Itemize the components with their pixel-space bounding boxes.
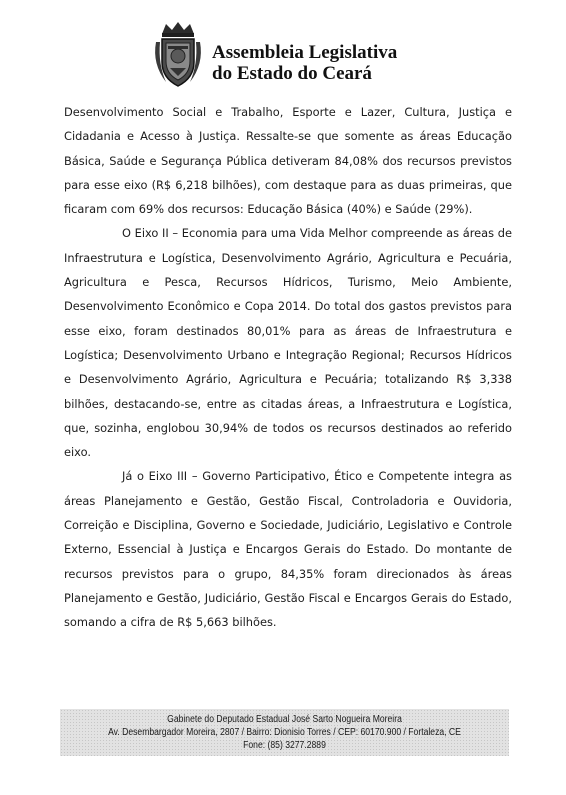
institution-name bbox=[212, 42, 397, 84]
coat-of-arms-icon bbox=[150, 20, 206, 90]
institution-name-line2: do Estado do Ceará bbox=[212, 63, 372, 84]
footer-address-block bbox=[60, 709, 509, 756]
footer-address: Av. Desembargador Moreira, 2807 / Bairro: Dionisio Torres / CEP: 60170.900 / Fortaleza, CE bbox=[108, 727, 461, 738]
paragraph-1: Desenvolvimento Social e Trabalho, Esporte e Lazer, Cultura, Justiça e Cidadania e Acesso à Justiça. Ressalte-se que somente as áreas Educação Básica, Saúde e Segurança Pública detiveram 84,08% dos recursos previstos para esse eixo (R$ 6,218 bilhões), com destaque para as duas primeiras, que ficaram com 69% dos recursos: Educação Básica (40%) e Saúde (29%). bbox=[64, 105, 512, 217]
institution-name-line1: Assembleia Legislativa bbox=[212, 42, 398, 63]
letterhead bbox=[0, 0, 566, 100]
paragraph-3: Já o Eixo III – Governo Participativo, Ético e Competente integra as áreas Planejamento e Gestão, Gestão Fiscal, Controladoria e Ouvidoria, Correição e Disciplina, Governo e Sociedade, Judiciário, Legislativo e Controle Externo, Essencial à Justiça e Encargos Gerais do Estado. Do montante de recursos previstos para o grupo, 84,35% foram direcionados às áreas Planejamento e Gestão, Judiciário, Gestão Fiscal e Encargos Gerais do Estado, somando a cifra de R$ 5,663 bilhões. bbox=[64, 469, 512, 630]
paragraph-2: O Eixo II – Economia para uma Vida Melhor compreende as áreas de Infraestrutura e Logística, Desenvolvimento Agrário, Agricultura e Pecuária, Agricultura e Pesca, Recursos Hídricos, Turismo, Meio Ambiente, Desenvolvimento Econômico e Copa 2014. Do total dos gastos previstos para esse eixo, foram destinados 80,01% para as áreas de Infraestrutura e Logística; Desenvolvimento Urbano e Integração Regional; Recursos Hídricos e Desenvolvimento Agrário, Agricultura e Pecuária; totalizando R$ 3,338 bilhões, destacando-se, entre as citadas áreas, a Infraestrutura e Logística, que, sozinha, englobou 30,94% de todos os recursos destinados ao referido eixo. bbox=[64, 226, 512, 460]
footer-phone: Fone: (85) 3277.2889 bbox=[243, 740, 326, 751]
footer-office: Gabinete do Deputado Estadual José Sarto Nogueira Moreira bbox=[167, 714, 402, 725]
document-body bbox=[64, 100, 512, 635]
